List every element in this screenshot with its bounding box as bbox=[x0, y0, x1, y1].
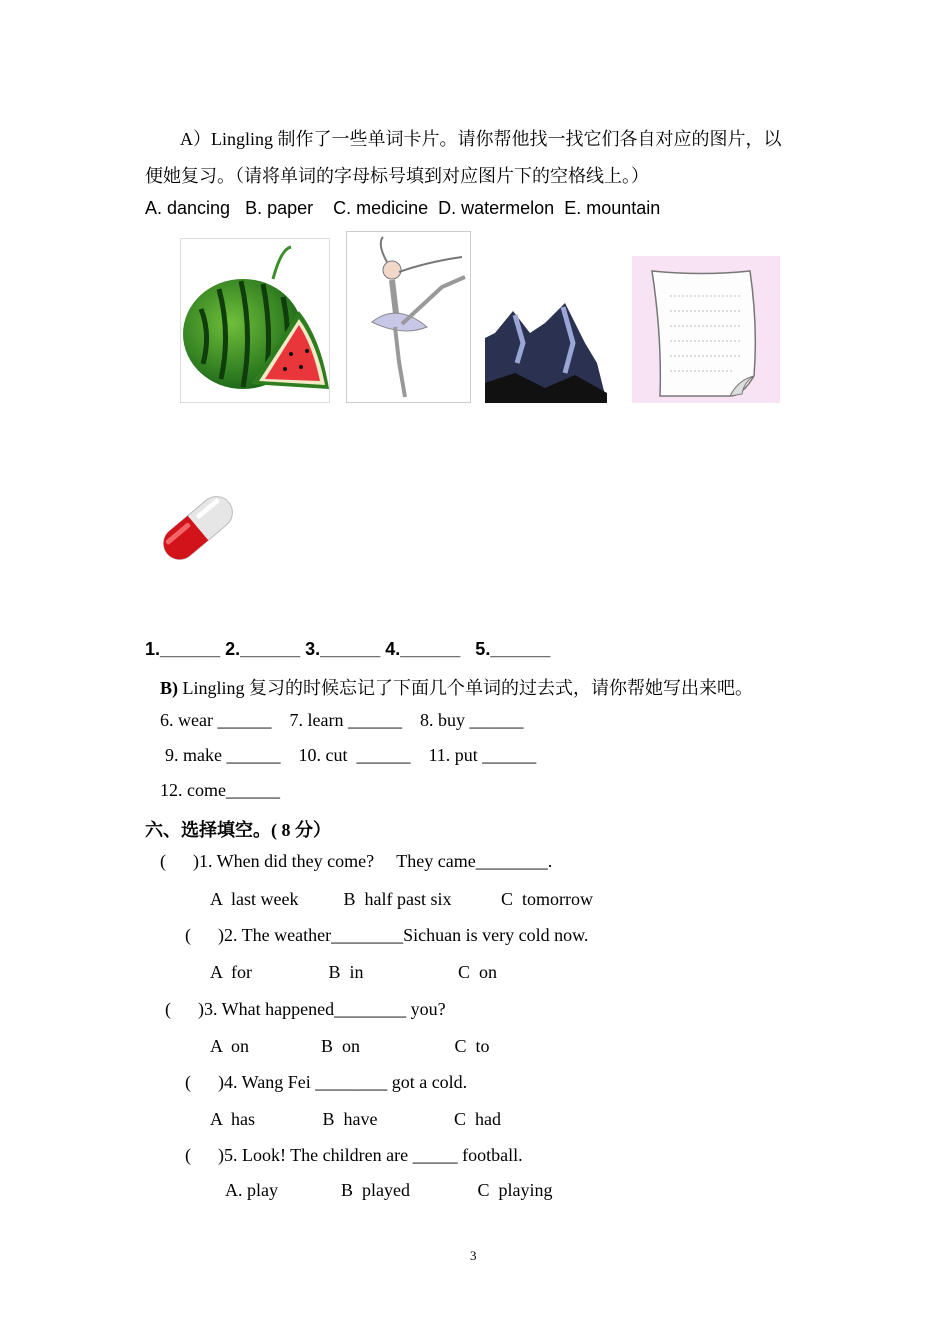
section-b-instruction: Lingling 复习的时候忘记了下面几个单词的过去式，请你帮她写出来吧。 bbox=[178, 678, 753, 698]
mountain-image bbox=[485, 303, 607, 403]
past-tense-row-3[interactable]: 12. come______ bbox=[160, 780, 280, 800]
question-3-stem[interactable]: ( )3. What happened________ you? bbox=[165, 999, 446, 1019]
past-tense-row-2[interactable]: 9. make ______ 10. cut ______ 11. put ______ bbox=[165, 745, 537, 765]
section-a-instruction-line2: 便她复习。（请将单词的字母标号填到对应图片下的空格线上。） bbox=[145, 166, 649, 186]
section-a-answer-blanks[interactable]: 1.______ 2.______ 3.______ 4.______ 5.______ bbox=[145, 639, 551, 659]
question-4-stem[interactable]: ( )4. Wang Fei ________ got a cold. bbox=[185, 1072, 468, 1092]
past-tense-row-1[interactable]: 6. wear ______ 7. learn ______ 8. buy ______ bbox=[160, 710, 524, 730]
section-b-label: B) bbox=[160, 678, 178, 698]
question-2-stem[interactable]: ( )2. The weather________Sichuan is very cold now. bbox=[185, 925, 589, 945]
ballet-dancer-image bbox=[346, 231, 471, 403]
question-3-options: A on B on C to bbox=[210, 1036, 490, 1056]
question-1-stem[interactable]: ( )1. When did they come? They came________. bbox=[160, 851, 553, 871]
paper-image bbox=[632, 256, 780, 403]
page-number: 3 bbox=[470, 1248, 477, 1263]
question-2-options: A for B in C on bbox=[210, 962, 498, 982]
section-b-heading bbox=[160, 674, 753, 700]
question-1-options: A last week B half past six C tomorrow bbox=[210, 889, 593, 909]
question-4-options: A has B have C had bbox=[210, 1109, 501, 1129]
question-5-options: A. play B played C playing bbox=[225, 1180, 553, 1200]
section-a-instruction-line1: A）Lingling 制作了一些单词卡片。请你帮他找一找它们各自对应的图片，以 bbox=[180, 129, 782, 149]
section-6-title: 六、选择填空。( 8 分） bbox=[145, 820, 331, 840]
question-5-stem[interactable]: ( )5. Look! The children are _____ football. bbox=[185, 1145, 523, 1165]
watermelon-image bbox=[180, 238, 330, 403]
pill-capsule-image bbox=[148, 478, 248, 578]
section-a-word-options: A. dancing B. paper C. medicine D. watermelon E. mountain bbox=[145, 198, 661, 218]
